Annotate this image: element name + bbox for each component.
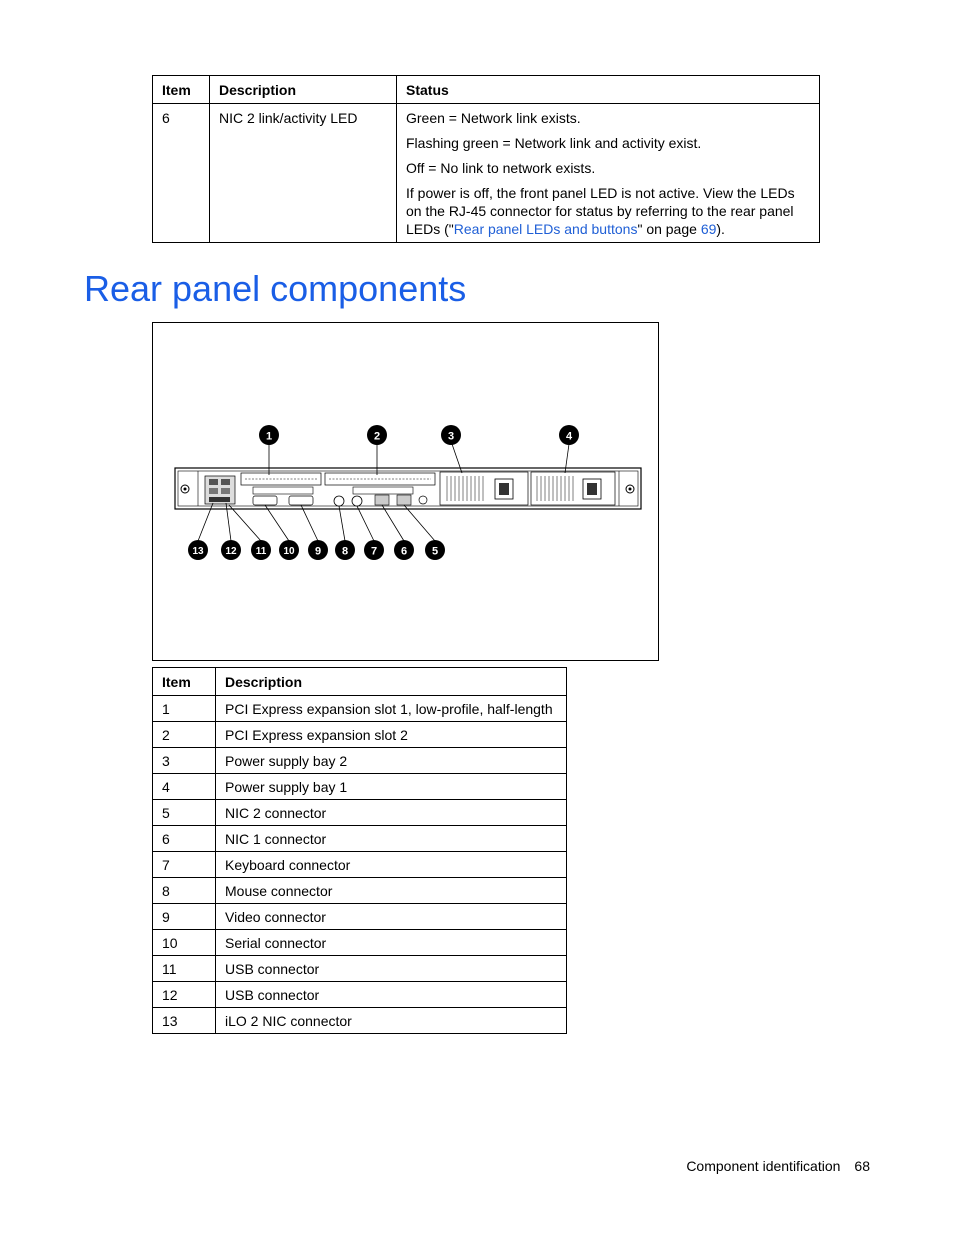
svg-text:13: 13 <box>192 546 204 557</box>
page-number: 68 <box>854 1158 870 1174</box>
row-item: 12 <box>153 982 216 1008</box>
row-description: Power supply bay 1 <box>216 774 567 800</box>
svg-text:2: 2 <box>373 430 381 443</box>
callout-2 <box>367 425 387 445</box>
row-description: Serial connector <box>216 930 567 956</box>
row-description: NIC 1 connector <box>216 826 567 852</box>
row-description: USB connector <box>216 982 567 1008</box>
row-item: 6 <box>153 104 210 243</box>
table-row <box>153 104 820 243</box>
header-item: Item <box>153 76 210 104</box>
page-footer <box>686 1158 870 1174</box>
table-header-row <box>153 668 567 696</box>
callout-5 <box>425 540 445 560</box>
rear-panel-illustration <box>153 323 658 660</box>
header-status: Status <box>397 76 820 104</box>
row-item: 1 <box>153 696 216 722</box>
callout-8 <box>335 540 355 560</box>
row-item: 9 <box>153 904 216 930</box>
svg-text:5: 5 <box>431 545 439 558</box>
table-row <box>153 774 567 800</box>
svg-text:3: 3 <box>447 430 455 443</box>
table-row <box>153 696 567 722</box>
row-item: 13 <box>153 1008 216 1034</box>
page-69-link[interactable]: 69 <box>700 221 717 237</box>
callout-4 <box>559 425 579 445</box>
row-description: Mouse connector <box>216 878 567 904</box>
row-description: Power supply bay 2 <box>216 748 567 774</box>
header-item: Item <box>153 668 216 696</box>
svg-text:11: 11 <box>255 546 267 557</box>
row-item: 2 <box>153 722 216 748</box>
footer-section: Component identification <box>686 1158 841 1174</box>
table-row <box>153 904 567 930</box>
table-row <box>153 722 567 748</box>
callout-13 <box>188 540 208 560</box>
svg-text:10: 10 <box>283 546 295 557</box>
table-row <box>153 878 567 904</box>
callout-12 <box>221 540 241 560</box>
status-line: Green = Network link exists. <box>406 110 581 126</box>
callout-10 <box>279 540 299 560</box>
callout-7 <box>364 540 384 560</box>
table-row <box>153 956 567 982</box>
note-text: " on page <box>637 221 701 237</box>
row-description: PCI Express expansion slot 1, low-profile, half-length <box>216 696 567 722</box>
status-note <box>406 184 810 238</box>
table-header-row <box>153 76 820 104</box>
callout-9 <box>308 540 328 560</box>
svg-text:9: 9 <box>314 545 322 558</box>
row-item: 11 <box>153 956 216 982</box>
svg-text:1: 1 <box>265 430 273 443</box>
table-row <box>153 1008 567 1034</box>
header-description: Description <box>216 668 567 696</box>
row-item: 6 <box>153 826 216 852</box>
callout-3 <box>441 425 461 445</box>
table-row <box>153 930 567 956</box>
row-description: PCI Express expansion slot 2 <box>216 722 567 748</box>
row-item: 8 <box>153 878 216 904</box>
table-row <box>153 982 567 1008</box>
row-item: 3 <box>153 748 216 774</box>
callout-6 <box>394 540 414 560</box>
rear-panel-figure <box>152 322 659 661</box>
row-description: iLO 2 NIC connector <box>216 1008 567 1034</box>
note-text: ). <box>716 221 725 237</box>
svg-text:4: 4 <box>565 430 573 443</box>
row-description: NIC 2 link/activity LED <box>210 104 397 243</box>
row-item: 4 <box>153 774 216 800</box>
table-row <box>153 826 567 852</box>
row-item: 10 <box>153 930 216 956</box>
status-line: Flashing green = Network link and activity exist. <box>406 135 702 151</box>
led-status-table <box>152 75 820 243</box>
svg-text:8: 8 <box>341 545 349 558</box>
row-item: 7 <box>153 852 216 878</box>
rear-panel-leds-link[interactable]: Rear panel LEDs and buttons <box>453 221 638 237</box>
header-description: Description <box>210 76 397 104</box>
callout-11 <box>251 540 271 560</box>
rear-components-table <box>152 667 567 1034</box>
table-row <box>153 748 567 774</box>
svg-text:12: 12 <box>225 546 237 557</box>
row-item: 5 <box>153 800 216 826</box>
section-title: Rear panel components <box>84 268 467 309</box>
table-row <box>153 852 567 878</box>
row-description: Keyboard connector <box>216 852 567 878</box>
table-row <box>153 800 567 826</box>
svg-text:6: 6 <box>400 545 408 558</box>
row-description: Video connector <box>216 904 567 930</box>
svg-text:7: 7 <box>370 545 378 558</box>
row-description: NIC 2 connector <box>216 800 567 826</box>
status-line: Off = No link to network exists. <box>406 160 596 176</box>
note-text: If power is off, the front panel LED is not active. View the LEDs on the RJ-45 connector for status by referring to the rear panel LEDs (" <box>406 185 795 237</box>
row-description: USB connector <box>216 956 567 982</box>
callout-1 <box>259 425 279 445</box>
row-status <box>397 104 820 243</box>
